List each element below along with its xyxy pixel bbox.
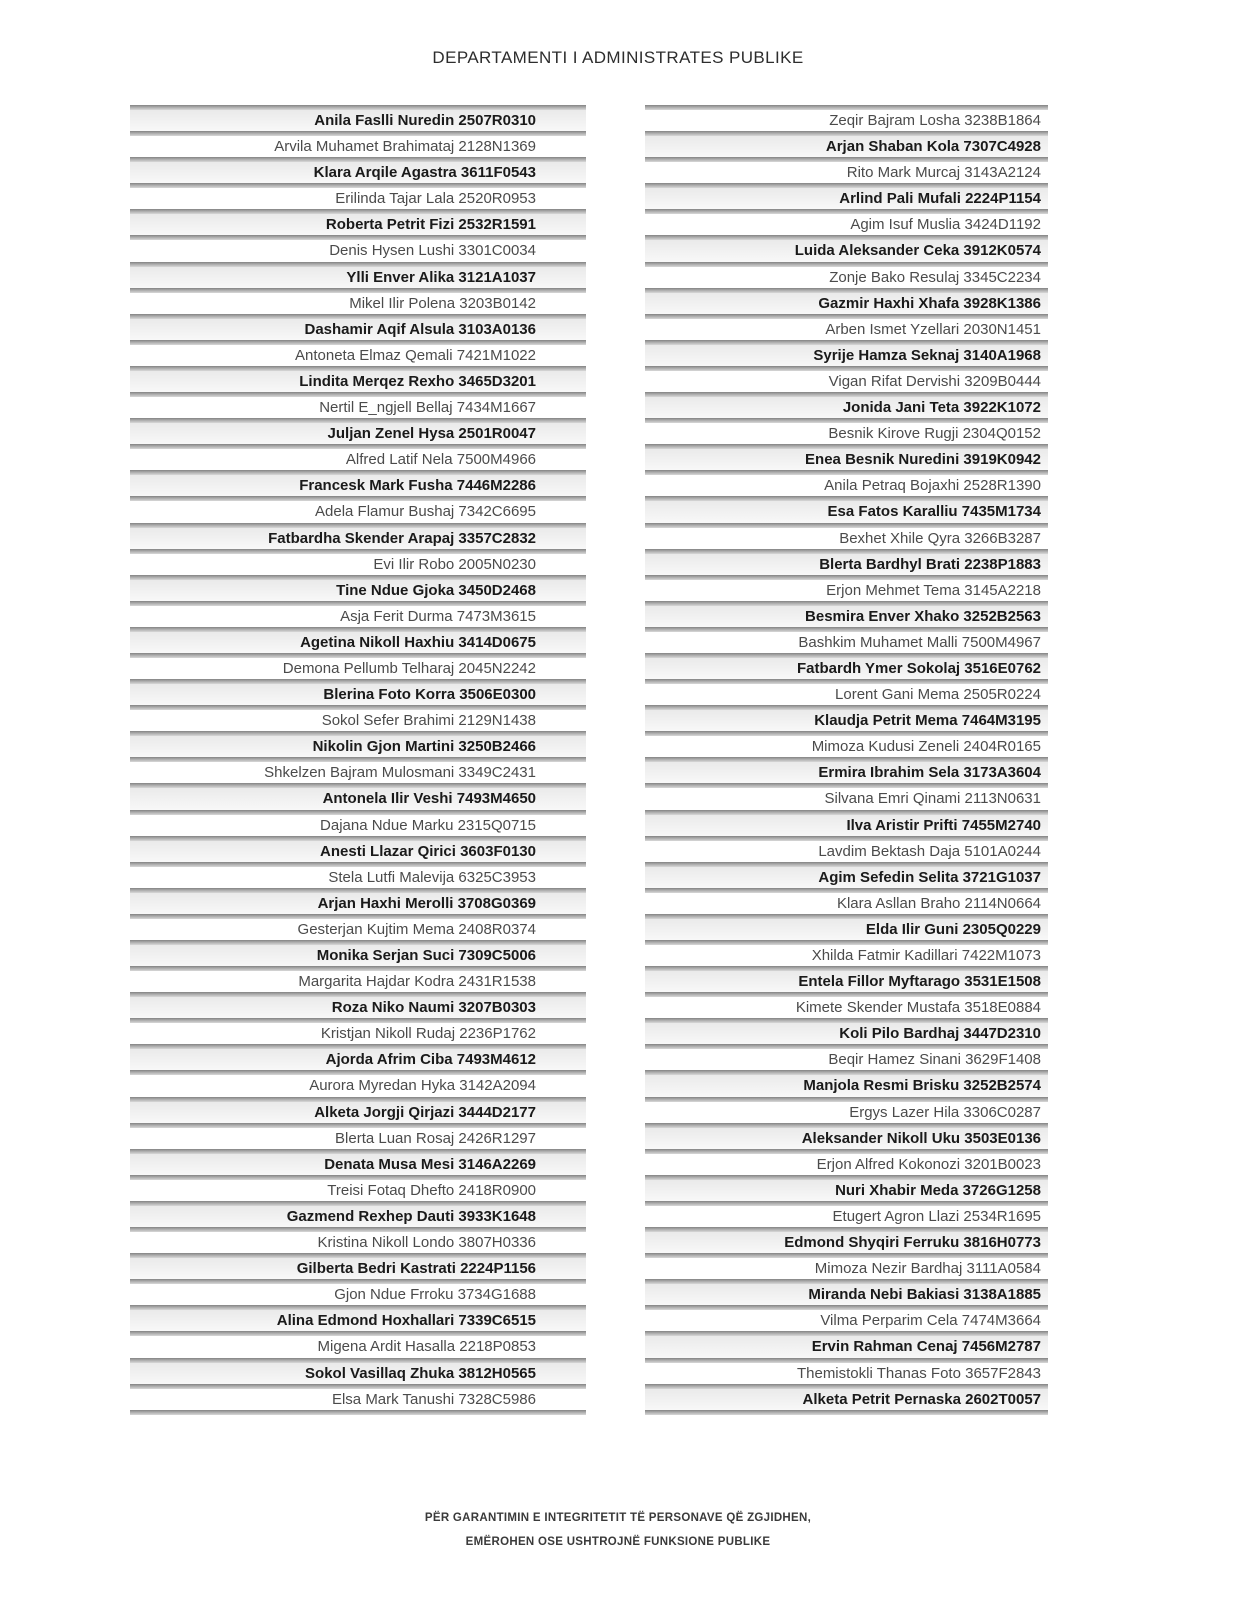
list-item xyxy=(130,1384,586,1410)
list-item xyxy=(645,288,1048,314)
list-item xyxy=(130,1331,586,1357)
person-entry: Zeqir Bajram Losha 3238B1864 xyxy=(829,112,1041,129)
page-title: DEPARTAMENTI I ADMINISTRATES PUBLIKE xyxy=(432,48,804,67)
person-entry: Beqir Hamez Sinani 3629F1408 xyxy=(828,1051,1041,1069)
list-item xyxy=(645,1305,1048,1331)
list-item xyxy=(645,705,1048,731)
list-item xyxy=(130,627,586,653)
person-entry: Vilma Perparim Cela 7474M3664 xyxy=(820,1312,1041,1330)
person-entry: Mikel Ilir Polena 3203B0142 xyxy=(349,294,536,312)
list-item xyxy=(130,183,586,209)
person-entry: Gesterjan Kujtim Mema 2408R0374 xyxy=(297,920,536,938)
list-item xyxy=(645,549,1048,575)
list-item xyxy=(645,810,1048,836)
person-entry: Vigan Rifat Dervishi 3209B0444 xyxy=(828,372,1041,390)
list-item xyxy=(130,575,586,601)
list-item xyxy=(645,1149,1048,1175)
list-item xyxy=(130,653,586,679)
person-entry: Gjon Ndue Frroku 3734G1688 xyxy=(334,1286,536,1304)
list-item xyxy=(645,523,1048,549)
list-item xyxy=(130,366,586,392)
person-entry: Ylli Enver Alika 3121A1037 xyxy=(130,267,586,288)
person-entry: Gazmir Haxhi Xhafa 3928K1386 xyxy=(645,293,1048,314)
list-item xyxy=(645,366,1048,392)
person-entry: Migena Ardit Hasalla 2218P0853 xyxy=(317,1338,536,1356)
person-entry: Agim Isuf Muslia 3424D1192 xyxy=(850,216,1041,234)
person-entry: Mimoza Nezir Bardhaj 3111A0584 xyxy=(814,1260,1041,1278)
person-entry: Besmira Enver Xhako 3252B2563 xyxy=(645,606,1048,627)
person-entry: Ilva Aristir Prifti 7455M2740 xyxy=(645,815,1048,836)
person-entry: Antonela Ilir Veshi 7493M4650 xyxy=(130,788,586,809)
person-entry: Erilinda Tajar Lala 2520R0953 xyxy=(335,190,536,208)
list-item xyxy=(645,235,1048,261)
person-entry: Roberta Petrit Fizi 2532R1591 xyxy=(130,214,586,235)
person-entry: Syrije Hamza Seknaj 3140A1968 xyxy=(645,345,1048,366)
person-entry: Sokol Sefer Brahimi 2129N1438 xyxy=(321,712,536,730)
person-entry: Francesk Mark Fusha 7446M2286 xyxy=(130,475,586,496)
person-entry: Evi Ilir Robo 2005N0230 xyxy=(373,555,536,573)
list-item xyxy=(645,444,1048,470)
person-entry: Enea Besnik Nuredini 3919K0942 xyxy=(645,449,1048,470)
list-item xyxy=(130,1227,586,1253)
list-item xyxy=(130,157,586,183)
person-entry: Jonida Jani Teta 3922K1072 xyxy=(645,397,1048,418)
list-item xyxy=(130,1097,586,1123)
list-item xyxy=(130,1279,586,1305)
person-entry: Agim Sefedin Selita 3721G1037 xyxy=(645,867,1048,888)
list-item xyxy=(645,131,1048,157)
person-entry: Lorent Gani Mema 2505R0224 xyxy=(835,686,1041,704)
list-item xyxy=(130,914,586,940)
list-item xyxy=(130,105,586,131)
list-item xyxy=(645,1044,1048,1070)
person-entry: Treisi Fotaq Dhefto 2418R0900 xyxy=(327,1181,536,1199)
list-item xyxy=(130,314,586,340)
person-entry: Kristina Nikoll Londo 3807H0336 xyxy=(317,1234,536,1252)
list-item xyxy=(130,549,586,575)
person-entry: Blerta Luan Rosaj 2426R1297 xyxy=(335,1129,536,1147)
list-item xyxy=(130,888,586,914)
person-entry: Shkelzen Bajram Mulosmani 3349C2431 xyxy=(264,764,536,782)
person-entry: Dajana Ndue Marku 2315Q0715 xyxy=(320,816,536,834)
person-entry: Alfred Latif Nela 7500M4966 xyxy=(345,451,536,469)
person-entry: Nikolin Gjon Martini 3250B2466 xyxy=(130,736,586,757)
list-item xyxy=(645,940,1048,966)
person-entry: Silvana Emri Qinami 2113N0631 xyxy=(824,790,1041,808)
person-entry: Koli Pilo Bardhaj 3447D2310 xyxy=(645,1023,1048,1044)
list-item xyxy=(130,523,586,549)
column-bottom-divider xyxy=(645,1410,1048,1415)
list-item xyxy=(130,209,586,235)
person-entry: Agetina Nikoll Haxhiu 3414D0675 xyxy=(130,632,586,653)
list-item xyxy=(645,418,1048,444)
list-item xyxy=(130,940,586,966)
list-item xyxy=(130,1253,586,1279)
list-item xyxy=(130,836,586,862)
list-item xyxy=(130,288,586,314)
list-item xyxy=(130,262,586,288)
list-item xyxy=(645,627,1048,653)
list-item xyxy=(645,679,1048,705)
person-entry: Blerta Bardhyl Brati 2238P1883 xyxy=(645,554,1048,575)
person-entry: Asja Ferit Durma 7473M3615 xyxy=(340,607,536,625)
list-item xyxy=(130,992,586,1018)
list-item xyxy=(645,1018,1048,1044)
person-entry: Roza Niko Naumi 3207B0303 xyxy=(130,997,586,1018)
person-entry: Ermira Ibrahim Sela 3173A3604 xyxy=(645,762,1048,783)
person-entry: Anila Faslli Nuredin 2507R0310 xyxy=(130,110,586,131)
person-entry: Antoneta Elmaz Qemali 7421M1022 xyxy=(295,346,536,364)
list-item xyxy=(645,836,1048,862)
person-entry: Klara Arqile Agastra 3611F0543 xyxy=(130,162,586,183)
list-item xyxy=(645,105,1048,131)
list-item xyxy=(130,1149,586,1175)
list-item xyxy=(130,783,586,809)
list-item xyxy=(645,314,1048,340)
list-item xyxy=(645,340,1048,366)
person-entry: Etugert Agron Llazi 2534R1695 xyxy=(832,1207,1041,1225)
person-entry: Erjon Alfred Kokonozi 3201B0023 xyxy=(816,1155,1041,1173)
person-entry: Luida Aleksander Ceka 3912K0574 xyxy=(645,240,1048,261)
person-entry: Gazmend Rexhep Dauti 3933K1648 xyxy=(130,1206,586,1227)
person-entry: Blerina Foto Korra 3506E0300 xyxy=(130,684,586,705)
person-entry: Rito Mark Murcaj 3143A2124 xyxy=(846,164,1041,182)
person-entry: Kimete Skender Mustafa 3518E0884 xyxy=(795,999,1041,1017)
list-item xyxy=(130,1123,586,1149)
person-entry: Gilberta Bedri Kastrati 2224P1156 xyxy=(130,1258,586,1279)
person-entry: Nuri Xhabir Meda 3726G1258 xyxy=(645,1180,1048,1201)
person-entry: Themistokli Thanas Foto 3657F2843 xyxy=(796,1364,1041,1382)
list-item xyxy=(645,1070,1048,1096)
list-item xyxy=(645,862,1048,888)
list-item xyxy=(130,1044,586,1070)
list-item xyxy=(645,731,1048,757)
list-item xyxy=(130,810,586,836)
list-item xyxy=(130,862,586,888)
person-entry: Arvila Muhamet Brahimataj 2128N1369 xyxy=(274,138,536,156)
person-entry: Tine Ndue Gjoka 3450D2468 xyxy=(130,580,586,601)
list-item xyxy=(645,1227,1048,1253)
person-entry: Arjan Shaban Kola 7307C4928 xyxy=(645,136,1048,157)
person-entry: Ajorda Afrim Ciba 7493M4612 xyxy=(130,1049,586,1070)
list-item xyxy=(130,444,586,470)
person-entry: Demona Pellumb Telharaj 2045N2242 xyxy=(282,659,536,677)
person-entry: Arben Ismet Yzellari 2030N1451 xyxy=(825,320,1041,338)
person-entry: Denis Hysen Lushi 3301C0034 xyxy=(329,242,536,260)
person-entry: Denata Musa Mesi 3146A2269 xyxy=(130,1154,586,1175)
list-item xyxy=(645,966,1048,992)
person-entry: Ergys Lazer Hila 3306C0287 xyxy=(849,1103,1041,1121)
person-entry: Elda Ilir Guni 2305Q0229 xyxy=(645,919,1048,940)
person-entry: Entela Fillor Myftarago 3531E1508 xyxy=(645,971,1048,992)
person-entry: Esa Fatos Karalliu 7435M1734 xyxy=(645,501,1048,522)
list-item xyxy=(645,209,1048,235)
list-item xyxy=(645,1331,1048,1357)
person-entry: Margarita Hajdar Kodra 2431R1538 xyxy=(298,973,536,991)
person-entry: Ervin Rahman Cenaj 7456M2787 xyxy=(645,1336,1048,1357)
person-entry: Monika Serjan Suci 7309C5006 xyxy=(130,945,586,966)
list-item xyxy=(645,262,1048,288)
list-item xyxy=(130,757,586,783)
list-item xyxy=(645,1384,1048,1410)
person-entry: Aleksander Nikoll Uku 3503E0136 xyxy=(645,1128,1048,1149)
person-entry: Dashamir Aqif Alsula 3103A0136 xyxy=(130,319,586,340)
list-item xyxy=(645,575,1048,601)
list-item xyxy=(645,1279,1048,1305)
list-item xyxy=(645,1123,1048,1149)
list-item xyxy=(130,1175,586,1201)
list-item xyxy=(645,757,1048,783)
column-bottom-divider xyxy=(130,1410,586,1415)
footer xyxy=(0,1506,1236,1554)
person-entry: Lavdim Bektash Daja 5101A0244 xyxy=(818,842,1041,860)
person-entry: Kristjan Nikoll Rudaj 2236P1762 xyxy=(320,1025,536,1043)
person-entry: Arlind Pali Mufali 2224P1154 xyxy=(645,188,1048,209)
list-item xyxy=(645,470,1048,496)
footer-line-2: EMËROHEN OSE USHTROJNË FUNKSIONE PUBLIKE xyxy=(465,1536,771,1548)
footer-line-1: PËR GARANTIMIN E INTEGRITETIT TË PERSONAVE QË ZGJIDHEN, xyxy=(424,1512,812,1524)
list-item xyxy=(130,1358,586,1384)
list-item xyxy=(130,340,586,366)
person-entry: Klaudja Petrit Mema 7464M3195 xyxy=(645,710,1048,731)
person-entry: Lindita Merqez Rexho 3465D3201 xyxy=(130,371,586,392)
list-item xyxy=(130,705,586,731)
list-item xyxy=(645,1201,1048,1227)
person-entry: Besnik Kirove Rugji 2304Q0152 xyxy=(828,425,1041,443)
person-entry: Manjola Resmi Brisku 3252B2574 xyxy=(645,1075,1048,1096)
list-item xyxy=(645,783,1048,809)
person-entry: Xhilda Fatmir Kadillari 7422M1073 xyxy=(811,947,1041,964)
person-entry: Sokol Vasillaq Zhuka 3812H0565 xyxy=(130,1363,586,1384)
list-item xyxy=(645,601,1048,627)
person-entry: Fatbardha Skender Arapaj 3357C2832 xyxy=(130,528,586,549)
person-entry: Aurora Myredan Hyka 3142A2094 xyxy=(309,1077,536,1095)
list-item xyxy=(645,183,1048,209)
person-entry: Alina Edmond Hoxhallari 7339C6515 xyxy=(130,1310,586,1331)
list-item xyxy=(130,470,586,496)
person-entry: Erjon Mehmet Tema 3145A2218 xyxy=(826,581,1041,599)
list-item xyxy=(645,888,1048,914)
list-item xyxy=(130,496,586,522)
list-item xyxy=(130,1018,586,1044)
person-entry: Nertil E_ngjell Bellaj 7434M1667 xyxy=(319,399,536,417)
person-entry: Zonje Bako Resulaj 3345C2234 xyxy=(829,268,1041,286)
list-item xyxy=(130,235,586,261)
list-item xyxy=(645,914,1048,940)
list-item xyxy=(645,1097,1048,1123)
person-entry: Anesti Llazar Qirici 3603F0130 xyxy=(130,841,586,862)
list-item xyxy=(645,496,1048,522)
list-item xyxy=(645,392,1048,418)
list-item xyxy=(130,679,586,705)
list-item xyxy=(130,1201,586,1227)
person-entry: Stela Lutfi Malevija 6325C3953 xyxy=(328,868,536,886)
person-entry: Edmond Shyqiri Ferruku 3816H0773 xyxy=(645,1232,1048,1253)
person-entry: Mimoza Kudusi Zeneli 2404R0165 xyxy=(811,738,1041,756)
list-item xyxy=(130,601,586,627)
list-item xyxy=(645,1253,1048,1279)
person-entry: Arjan Haxhi Merolli 3708G0369 xyxy=(130,893,586,914)
list-item xyxy=(645,653,1048,679)
list-item xyxy=(130,418,586,444)
person-entry: Miranda Nebi Bakiasi 3138A1885 xyxy=(645,1284,1048,1305)
list-item xyxy=(130,392,586,418)
person-entry: Alketa Petrit Pernaska 2602T0057 xyxy=(645,1389,1048,1410)
person-entry: Bexhet Xhile Qyra 3266B3287 xyxy=(839,529,1041,547)
person-entry: Anila Petraq Bojaxhi 2528R1390 xyxy=(824,477,1041,495)
list-item xyxy=(130,1305,586,1331)
list-item xyxy=(130,966,586,992)
list-item xyxy=(645,1358,1048,1384)
person-entry: Bashkim Muhamet Malli 7500M4967 xyxy=(798,633,1041,651)
list-item xyxy=(130,731,586,757)
person-entry: Juljan Zenel Hysa 2501R0047 xyxy=(130,423,586,444)
name-list-left-column xyxy=(130,105,586,1415)
person-entry: Fatbardh Ymer Sokolaj 3516E0762 xyxy=(645,658,1048,679)
person-entry: Alketa Jorgji Qirjazi 3444D2177 xyxy=(130,1102,586,1123)
person-entry: Elsa Mark Tanushi 7328C5986 xyxy=(331,1390,536,1408)
name-list-right-column xyxy=(645,105,1048,1415)
list-item xyxy=(645,1175,1048,1201)
person-entry: Klara Asllan Braho 2114N0664 xyxy=(836,894,1041,912)
person-entry: Adela Flamur Bushaj 7342C6695 xyxy=(315,503,536,521)
list-item xyxy=(130,131,586,157)
list-item xyxy=(130,1070,586,1096)
list-item xyxy=(645,992,1048,1018)
list-item xyxy=(645,157,1048,183)
